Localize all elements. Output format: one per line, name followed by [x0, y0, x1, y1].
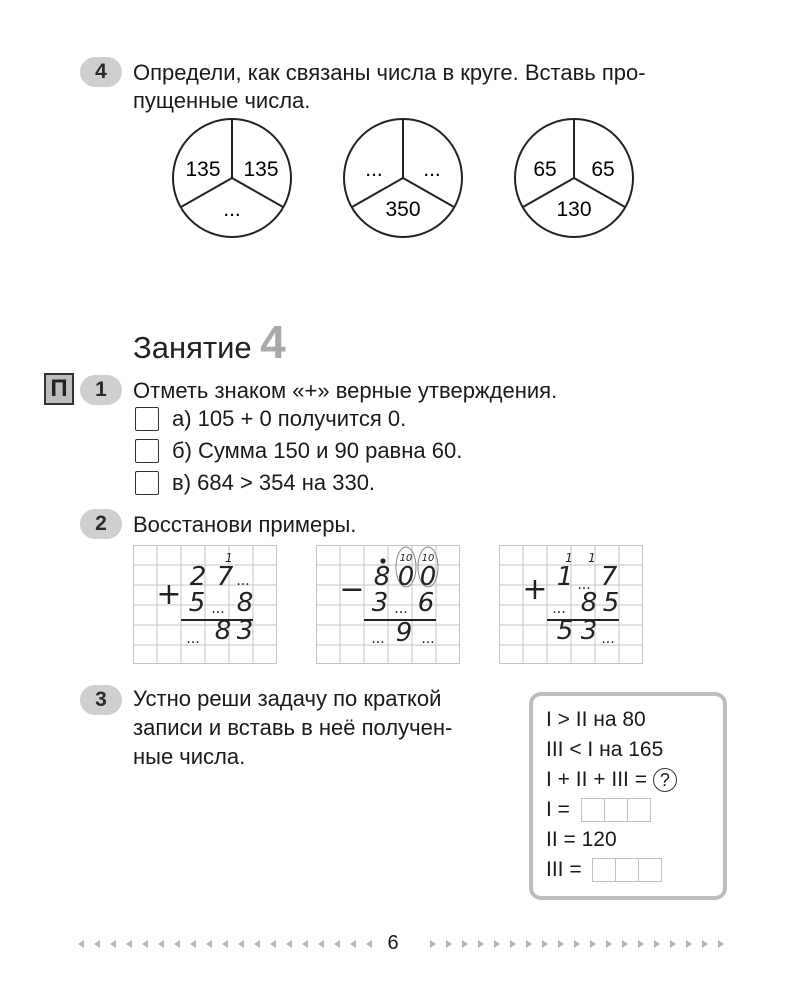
- exercise3-text-line1: Устно реши задачу по краткой: [133, 686, 442, 711]
- ex3-result-d3: ...: [601, 631, 615, 647]
- circle-1: [173, 119, 291, 237]
- exercise1-item-b: б) Сумма 150 и 90 равна 60.: [172, 438, 463, 463]
- ex3-result-d1: 5: [556, 616, 574, 646]
- notation-line1: I > II на 80: [546, 708, 646, 731]
- circle-2-right: ...: [423, 158, 441, 181]
- lesson-heading: [133, 315, 286, 369]
- ex2-row1-d3: 0: [419, 562, 437, 592]
- ex2-operator: −: [339, 572, 365, 607]
- exercise3-text-line3: ные числа.: [133, 744, 246, 769]
- ex1-operator: +: [156, 577, 182, 612]
- ex1-row2-d1: 5: [188, 588, 206, 618]
- question-circle: ?: [653, 768, 677, 792]
- exercise2-number-badge: 2: [80, 509, 122, 539]
- task-number-badge: 4: [80, 57, 122, 87]
- exercise1-item-a: а) 105 + 0 получится 0.: [172, 406, 407, 431]
- number-circles: [170, 113, 640, 253]
- ex1-result-d1: ...: [186, 631, 200, 647]
- ex2-result-d2: 9: [395, 618, 413, 648]
- ex3-row2-d3: 5: [602, 588, 620, 618]
- checkbox-c[interactable]: [135, 471, 159, 495]
- ex3-row2-d1: ...: [552, 601, 566, 617]
- ex2-result-d3: ...: [421, 631, 435, 647]
- checkbox-b[interactable]: [135, 439, 159, 463]
- notation-first-label: I =: [546, 798, 570, 821]
- ex1-result-d2: 8: [214, 616, 232, 646]
- ex1-row1-d1: 2: [189, 562, 207, 592]
- ex2-row2-d1: 3: [371, 588, 389, 618]
- ex2-carry-2: 10: [421, 553, 435, 564]
- circle-1-bottom: ...: [223, 198, 241, 221]
- ex3-carry-1: 1: [565, 551, 573, 565]
- example-grid-3: [499, 545, 644, 665]
- task4-text-line2: пущенные числа.: [133, 88, 311, 113]
- ex3-row2-d2: 8: [580, 588, 598, 618]
- ex1-row1-d3: ...: [236, 573, 250, 589]
- ex2-row2-d3: 6: [417, 588, 435, 618]
- notation-line4: [546, 797, 651, 823]
- ex2-carry-1: 10: [399, 553, 413, 564]
- ex1-row1-d2: 7: [216, 562, 234, 592]
- short-notation-frame: [529, 692, 727, 900]
- ex2-row2-d2: ...: [394, 601, 408, 617]
- notation-line2: III < I на 165: [546, 738, 664, 761]
- ex3-row1-d2: ...: [577, 577, 591, 593]
- notation-line5: II = 120: [546, 828, 617, 851]
- circle-1-left: 135: [185, 158, 221, 181]
- answer-cells-third[interactable]: [593, 857, 662, 883]
- ex2-result-d1: ...: [371, 631, 385, 647]
- lesson-number: 4: [260, 316, 286, 368]
- notation-sum-label: I + II + III =: [546, 768, 647, 791]
- page-number: 6: [387, 932, 399, 954]
- ex3-carry-2: 1: [588, 551, 596, 565]
- circle-2-left: ...: [365, 158, 383, 181]
- circle-3-right: 65: [591, 158, 615, 181]
- answer-cells-first[interactable]: [582, 797, 651, 823]
- circle-2-bottom: 350: [385, 198, 421, 221]
- ex3-result-d2: 3: [580, 616, 598, 646]
- exercise-marker-icon: П: [44, 373, 74, 405]
- exercise1-prompt: Отметь знаком «+» верные утверждения.: [133, 378, 558, 403]
- example-grid-1: [133, 545, 278, 665]
- circle-2: [344, 119, 462, 237]
- ex3-operator: +: [522, 572, 548, 607]
- notation-line6: [546, 857, 662, 883]
- exercise2-prompt: Восстанови примеры.: [133, 512, 357, 537]
- ex1-row2-d3: 8: [236, 588, 254, 618]
- ex1-row2-d2: ...: [211, 601, 225, 617]
- example-grid-2: [316, 545, 461, 665]
- ex2-row1-d1: 8: [373, 562, 391, 592]
- circle-3-bottom: 130: [556, 198, 592, 221]
- circle-1-right: 135: [243, 158, 279, 181]
- ex1-result-d3: 3: [236, 616, 254, 646]
- circle-3-left: 65: [533, 158, 557, 181]
- lesson-title: Занятие: [133, 330, 252, 365]
- exercise3-number-badge: 3: [80, 685, 122, 715]
- ex3-row1-d1: 1: [556, 562, 574, 592]
- exercise3-text-line2: записи и вставь в неё получен-: [133, 715, 453, 740]
- exercise1-number-badge: 1: [80, 375, 122, 405]
- ex2-row1-d2: 0: [397, 562, 415, 592]
- ex1-carry: 1: [225, 551, 233, 565]
- ex3-row1-d3: 7: [600, 562, 618, 592]
- checkbox-a[interactable]: [135, 407, 159, 431]
- task4-text-line1: Определи, как связаны числа в круге. Вставь про-: [133, 60, 646, 85]
- circle-3: [515, 119, 633, 237]
- notation-third-label: III =: [546, 858, 582, 881]
- exercise1-item-c: в) 684 > 354 на 330.: [172, 470, 376, 495]
- notation-line3: [546, 767, 677, 793]
